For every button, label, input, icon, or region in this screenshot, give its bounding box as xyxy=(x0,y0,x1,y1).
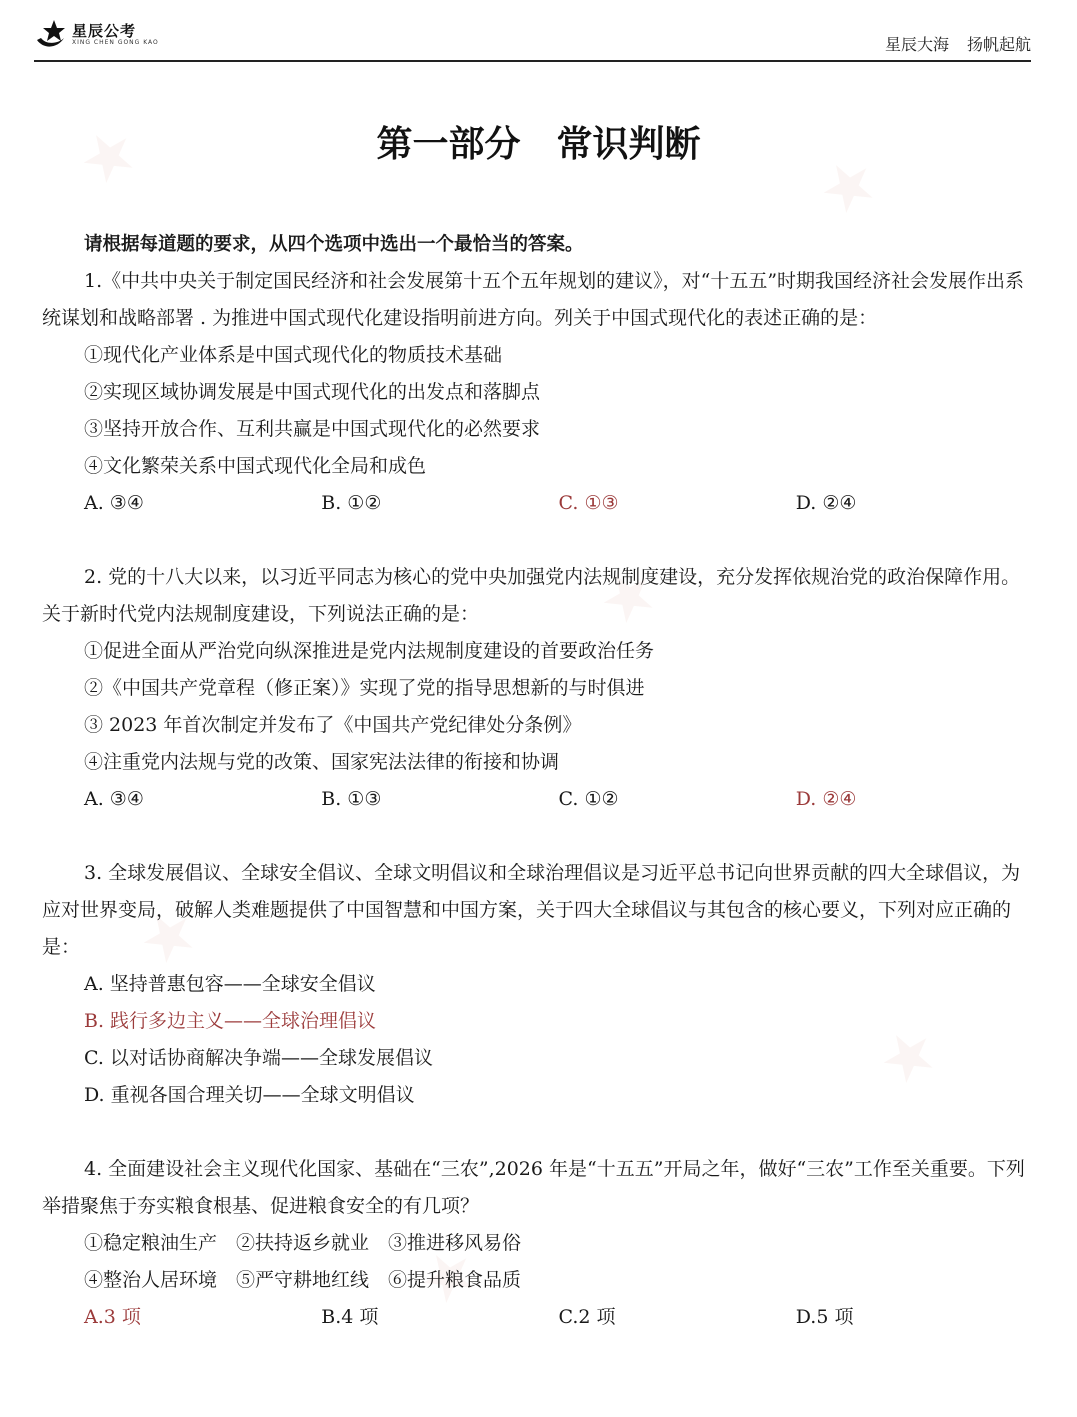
question-block xyxy=(42,559,1033,818)
star-swoosh-icon xyxy=(34,18,70,52)
option-a: A. ③④ xyxy=(84,788,144,810)
watermark-logo: ★ xyxy=(405,1230,493,1324)
question-list xyxy=(42,226,1033,1336)
option-a-correct: A.3 项 xyxy=(84,1306,141,1328)
question-block xyxy=(42,263,1033,522)
option-b: B. ①② xyxy=(321,492,382,514)
option-c: C.2 项 xyxy=(558,1306,616,1328)
question-block xyxy=(42,1151,1033,1336)
statement-item: ④整治人居环境 ⑤严守耕地红线 ⑥提升粮食品质 xyxy=(84,1269,522,1291)
brand-name: 星辰公考 xyxy=(72,22,137,40)
statement-item: ①现代化产业体系是中国式现代化的物质技术基础 xyxy=(84,344,503,366)
page-header xyxy=(34,14,1031,62)
option-a: A. 坚持普惠包容——全球安全倡议 xyxy=(84,973,376,995)
option-d: D. 重视各国合理关切——全球文明倡议 xyxy=(84,1084,415,1106)
statement-item: ④文化繁荣关系中国式现代化全局和成色 xyxy=(84,455,427,477)
watermark-logo: ★ xyxy=(125,890,213,984)
watermark-logo: ★ xyxy=(585,550,673,644)
statement-item: ④注重党内法规与党的改策、国家宪法法律的衔接和协调 xyxy=(84,751,560,773)
watermark-logo: ★ xyxy=(65,110,153,204)
motto-part: 星辰大海 xyxy=(884,35,949,54)
option-c-correct: C. ①③ xyxy=(558,492,619,514)
option-b: B.4 项 xyxy=(321,1306,379,1328)
header-motto xyxy=(885,32,1031,55)
page-title: 第一部分 常识判断 xyxy=(376,124,701,165)
option-b-correct: B. 践行多边主义——全球治理倡议 xyxy=(84,1010,377,1032)
question-stem: 4. 全面建设社会主义现代化国家、基础在“三农”,2026 年是“十五五”开局之年，做好“三农”工作至关重要。下列举措聚焦于夯实粮食根基、促进粮食安全的有几项？ xyxy=(42,1158,1025,1217)
question-stem: 3. 全球发展倡议、全球安全倡议、全球文明倡议和全球治理倡议是习近平总书记向世界贡献的四大全球倡议，为应对世界变局，破解人类难题提供了中国智慧和中国方案，关于四大全球倡议与其包含的核心要义，下列对应正确的是： xyxy=(42,862,1021,958)
statement-item: ①稳定粮油生产 ②扶持返乡就业 ③推进移风易俗 xyxy=(84,1232,522,1254)
statement-item: ③坚持开放合作、互利共赢是中国式现代化的必然要求 xyxy=(84,418,541,440)
brand-logo xyxy=(34,18,159,52)
motto-part: 扬帆起航 xyxy=(966,35,1031,54)
answer-options xyxy=(42,781,1033,818)
question-block xyxy=(42,855,1033,1114)
answer-options xyxy=(42,485,1033,522)
statement-item: ②实现区域协调发展是中国式现代化的出发点和落脚点 xyxy=(84,381,541,403)
statement-item: ①促进全面从严治党向纵深推进是党内法规制度建设的首要政治任务 xyxy=(84,640,655,662)
instruction-text: 请根据每道题的要求，从四个选项中选出一个最恰当的答案。 xyxy=(84,234,584,255)
option-d-correct: D. ②④ xyxy=(795,788,857,810)
answer-options xyxy=(42,1299,1033,1336)
option-d: D.5 项 xyxy=(795,1306,854,1328)
option-d: D. ②④ xyxy=(795,492,857,514)
watermark-logo: ★ xyxy=(865,1010,953,1104)
option-c: C. ①② xyxy=(558,788,619,810)
option-c: C. 以对话协商解决争端——全球发展倡议 xyxy=(84,1047,433,1069)
statement-item: ③ 2023 年首次制定并发布了《中国共产党纪律处分条例》 xyxy=(84,714,582,736)
question-stem: 2. 党的十八大以来，以习近平同志为核心的党中央加强党内法规制度建设，充分发挥依规治党的政治保障作用。关于新时代党内法规制度建设，下列说法正确的是： xyxy=(42,566,1021,625)
option-a: A. ③④ xyxy=(84,492,144,514)
brand-subtitle: XING CHEN GONG KAO xyxy=(72,39,159,46)
statement-item: ②《中国共产党章程（修正案）》实现了党的指导思想新的与时俱进 xyxy=(84,677,645,699)
question-stem: 1.《中共中央关于制定国民经济和社会发展第十五个五年规划的建议》，对“十五五”时期我国经济社会发展作出系统谋划和战略部署 . 为推进中国式现代化建设指明前进方向。列关于中国式现代化的表述正确的是： xyxy=(42,270,1025,329)
option-b: B. ①③ xyxy=(321,788,382,810)
watermark-logo: ★ xyxy=(805,140,893,234)
